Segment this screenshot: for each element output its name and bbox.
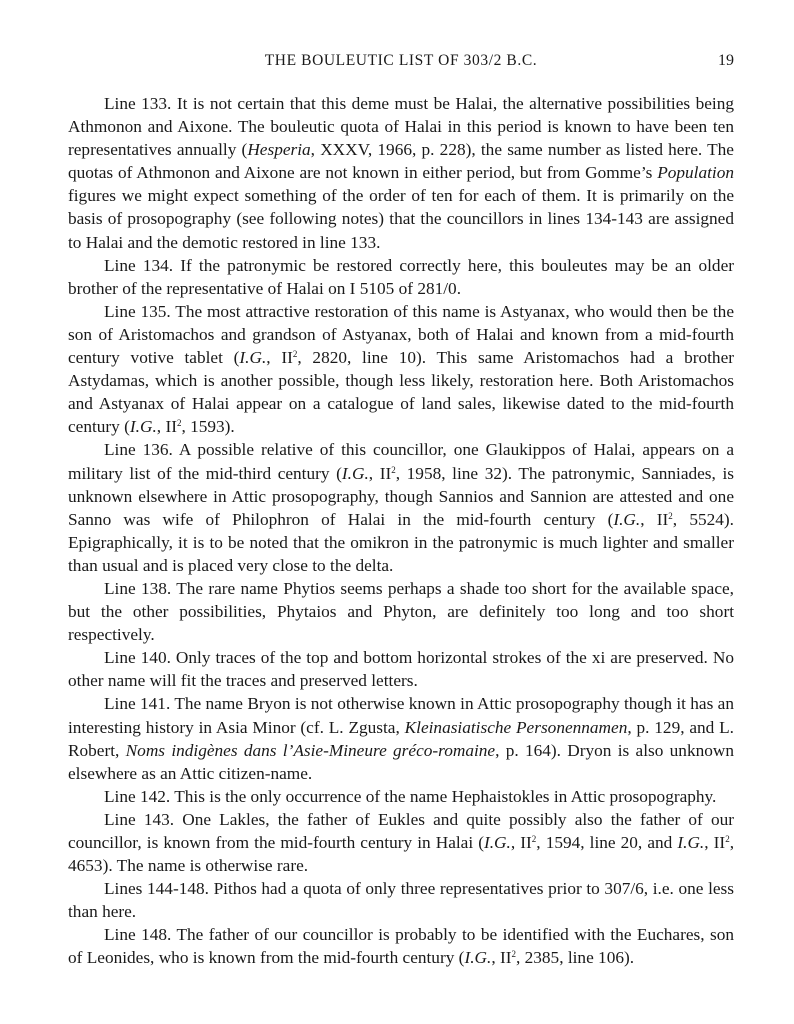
running-title: THE BOULEUTIC LIST OF 303/2 B.C. [264,52,538,69]
italic-citation: Noms indigènes dans l’Asie-Mineure gréco-romaine [125,740,496,760]
note-text: , 1958, line 32). The patronymic, Sanniades, is unknown elsewhere in Attic prosopography, though Sannios and Sannion are attested and one Sanno was wife of Philophron of Halai in the mid-fourth century ( [68,463,734,529]
superscript: 2 [725,834,730,844]
note-text: , 4653). The name is otherwise rare. [68,833,735,876]
note-text: , II [510,833,532,852]
note-text: figures we might expect something of the order of ten for each of them. It is primarily on the basis of prosopography (see following notes) that the councillors in lines 134-143 are assigned to Halai and the demotic restored in line 133. [68,186,734,252]
note-paragraph [68,785,734,808]
commentary-notes [68,92,734,970]
note-text: Line 148. The father of our councillor is probably to be identified with the Euchares, son of Leonides, who is known from the mid-fourth century ( [68,925,734,968]
note-text: , 5524). Epigraphically, it is to be noted that the omikron in the patronymic is much lighter and smaller than usual and is placed very close to the delta. [68,509,734,575]
note-text: , II [368,463,392,483]
italic-citation: I.G. [464,948,492,968]
note-text: , II [704,833,726,852]
note-paragraph [68,923,734,969]
italic-citation: I.G. [341,463,369,483]
italic-citation: Population [657,163,734,183]
note-text: Line 143. One Lakles, the father of Eukles and quite possibly also the father of our councillor, is known from the mid-fourth century in Halai ( [68,809,734,852]
note-text: , 1593). [181,417,235,437]
italic-citation: I.G. [129,417,157,437]
italic-citation: Kleinasiatische Personennamen [404,717,628,737]
superscript: 2 [668,510,673,521]
note-paragraph [68,438,734,577]
note-paragraph [68,646,734,692]
note-text: Line 140. Only traces of the top and bottom horizontal strokes of the xi are preserved. No other name will fit the traces and preserved letters. [68,648,734,691]
note-text: , p. 164). Dryon is also unknown elsewhere as an Attic citizen-name. [68,740,734,783]
italic-citation: I.G. [483,833,511,852]
note-text: , XXXV, 1966, p. 228), the same number as listed here. The quotas of Athmonon and Aixone are not known in either period, but from Gomme’s [68,140,734,183]
note-text: , II [266,348,293,368]
note-text: Line 136. A possible relative of this councillor, one Glaukippos of Halai, appears on a military list of the mid-third century ( [68,440,734,483]
note-paragraph [68,692,734,784]
italic-citation: I.G. [613,509,641,529]
page-number: 19 [718,52,734,69]
note-text: Lines 144-148. Pithos had a quota of only three representatives prior to 307/6, i.e. one less than here. [68,879,734,922]
note-paragraph [68,577,734,646]
note-text: , p. 129, and L. Robert, [68,717,734,760]
note-text: , II [156,417,177,437]
note-text: , 2385, line 106). [515,948,635,968]
document-page [68,52,734,970]
note-paragraph [68,254,734,300]
superscript: 2 [531,834,537,844]
note-text: Line 135. The most attractive restoration of this name is Astyanax, who would then be the son of Aristomachos and grandson of Astyanax, both of Halai and known from a mid-fourth century votive tablet ( [68,301,734,368]
superscript: 2 [176,418,182,429]
italic-citation: Hesperia [247,140,311,160]
note-text: Line 141. The name Bryon is not otherwise known in Attic prosopography though it has an interesting history in Asia Minor (cf. L. Zgusta, [68,694,734,737]
note-text: Line 134. If the patronymic be restored correctly here, this bouleutes may be an older brother of the representative of Halai on I 5105 of 281/0. [68,255,734,298]
running-header [68,52,734,76]
superscript: 2 [391,464,396,475]
note-paragraph [68,808,734,877]
note-text: , II [640,509,669,529]
note-text: Line 142. This is the only occurrence of the name Hephaistokles in Attic prosopography. [104,786,717,806]
note-paragraph [68,300,734,439]
note-paragraph [68,92,734,254]
note-text: , 1594, line 20, and [536,833,678,852]
note-text: , II [491,948,512,968]
note-text: Line 138. The rare name Phytios seems perhaps a shade too short for the available space, but the other possibilities, Phytaios and Phyton, are definitely too long and too short respectively. [68,578,734,645]
note-text: Line 133. It is not certain that this deme must be Halai, the alternative possibilities being Athmonon and Aixone. The bouleutic quota of Halai in this period is known to have been ten representatives annually ( [68,94,734,160]
superscript: 2 [292,349,298,360]
superscript: 2 [511,949,516,960]
italic-citation: I.G. [677,833,705,852]
note-paragraph [68,877,734,923]
note-text: , 2820, line 10). This same Aristomachos had a brother Astydamas, which is another possible, though less likely, restoration here. Both Aristomachos and Astyanax of Halai appear on a catalogue of land sales, likewise dated to the mid-fourth century ( [68,348,734,437]
italic-citation: I.G. [239,348,267,368]
